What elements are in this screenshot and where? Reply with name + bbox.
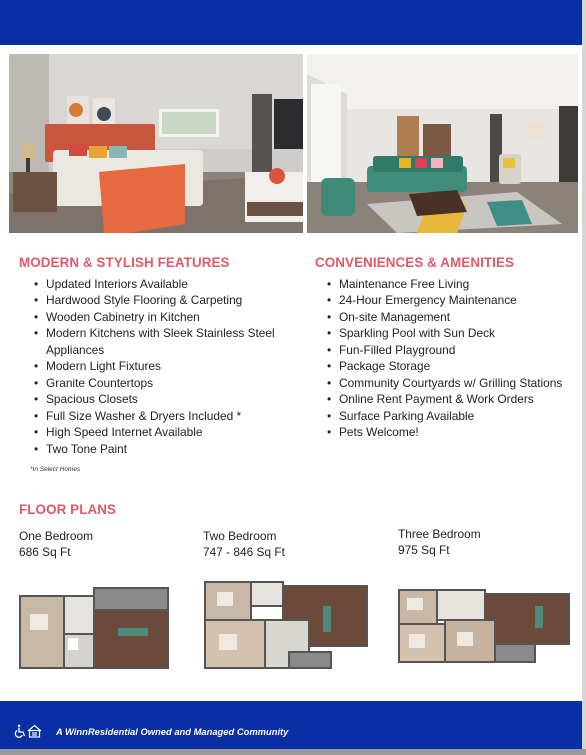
list-item: • Community Courtyards w/ Grilling Stations (320, 375, 580, 391)
list-item: • Online Rent Payment & Work Orders (320, 391, 580, 407)
list-item: • On-site Management (320, 309, 580, 325)
page-edge (582, 0, 586, 755)
footer-tagline: A WinnResidential Owned and Managed Community (56, 726, 289, 737)
floor-plan-one-bedroom-image (18, 586, 170, 672)
footer-band (0, 701, 582, 749)
list-item: • 24-Hour Emergency Maintenance (320, 292, 580, 308)
equal-housing-icon (28, 726, 41, 738)
list-item: • Sparkling Pool with Sun Deck (320, 325, 580, 341)
features-heading: MODERN & STYLISH FEATURES (19, 255, 230, 270)
bedroom-photo (9, 54, 303, 233)
list-item: • Two Tone Paint (27, 441, 277, 457)
floor-plan-three-bedroom-image (397, 588, 571, 665)
plan-size-one-bedroom: 686 Sq Ft (19, 545, 71, 559)
select-homes-footnote: *In Select Homes (30, 466, 81, 473)
living-room-photo (307, 54, 578, 233)
list-item: • Spacious Closets (27, 391, 277, 407)
list-item: • Pets Welcome! (320, 424, 580, 440)
list-item: • High Speed Internet Available (27, 424, 277, 440)
plan-size-three-bedroom: 975 Sq Ft (398, 543, 450, 557)
header-band (0, 0, 582, 45)
list-item: • Modern Kitchens with Sleek Stainless Steel Appliances (27, 325, 277, 358)
features-list (27, 276, 277, 457)
amenities-list (320, 276, 580, 441)
list-item: • Wooden Cabinetry in Kitchen (27, 309, 277, 325)
list-item: • Hardwood Style Flooring & Carpeting (27, 292, 277, 308)
plan-size-two-bedroom: 747 - 846 Sq Ft (203, 545, 285, 559)
list-item: • Updated Interiors Available (27, 276, 277, 292)
list-item: • Modern Light Fixtures (27, 358, 277, 374)
floor-plans-heading: FLOOR PLANS (19, 502, 117, 517)
list-item: • Surface Parking Available (320, 408, 580, 424)
floor-plan-two-bedroom-image (203, 580, 369, 672)
list-item: • Fun-Filled Playground (320, 342, 580, 358)
wheelchair-accessible-icon (15, 725, 24, 738)
list-item: • Package Storage (320, 358, 580, 374)
list-item: • Maintenance Free Living (320, 276, 580, 292)
footer-icons (14, 724, 44, 738)
bottom-strip (0, 749, 586, 755)
plan-name-three-bedroom: Three Bedroom (398, 527, 481, 541)
plan-name-two-bedroom: Two Bedroom (203, 529, 277, 543)
plan-name-one-bedroom: One Bedroom (19, 529, 94, 543)
amenities-heading: CONVENIENCES & AMENITIES (315, 255, 515, 270)
list-item: • Granite Countertops (27, 375, 277, 391)
list-item: • Full Size Washer & Dryers Included * (27, 408, 277, 424)
